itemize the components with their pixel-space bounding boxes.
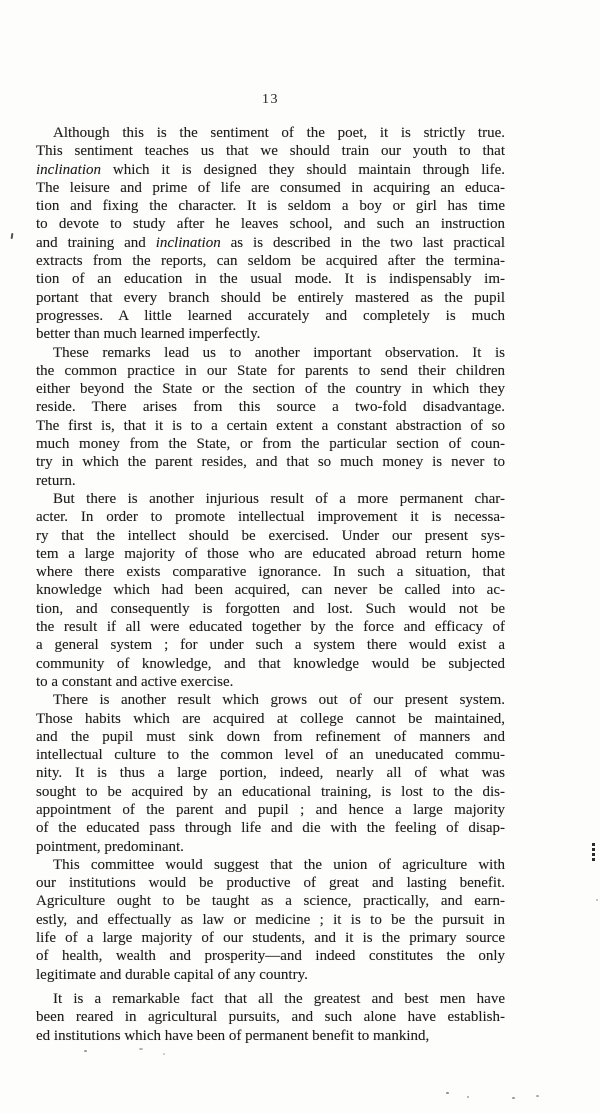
text-line: life of a large majority of our students, and it is the primary source <box>36 930 505 947</box>
text-line: progresses. A little learned accurately and completely is much <box>36 307 505 324</box>
text-line: ry that the intellect should be exercised. Under our present sys- <box>36 527 505 544</box>
ink-speck <box>467 1096 469 1098</box>
ink-speck <box>139 1048 143 1050</box>
scan-mark-right-edge <box>592 843 595 861</box>
ink-speck <box>596 899 598 901</box>
text-line: tion of an education in the usual mode. It is indispensably im- <box>36 271 505 288</box>
text-line: tion, and consequently is forgotten and lost. Such would not be <box>36 600 505 617</box>
text-line: But there is another injurious result of a more permanent char- <box>53 490 505 507</box>
text-line: tion and fixing the character. It is seldom a boy or girl has time <box>36 198 505 215</box>
text-line: This committee would suggest that the union of agriculture with <box>53 856 505 873</box>
text-line: a general system ; for under such a system there would exist a <box>36 637 505 654</box>
text-line: the result if all were educated together by the force and efficacy of <box>36 619 505 636</box>
text-line: This sentiment teaches us that we should train our youth to that <box>36 143 505 160</box>
scan-mark-left-margin <box>11 233 14 239</box>
text-line: inclination which it is designed they should maintain through life. <box>36 161 505 178</box>
text-line: and training and inclination as is described in the two last practical <box>36 234 505 251</box>
ink-speck <box>446 1092 449 1094</box>
text-line: legitimate and durable capital of any country. <box>36 966 308 983</box>
text-line: appointment of the parent and pupil ; and hence a large majority <box>36 801 505 818</box>
text-line: either beyond the State or the section of the country in which they <box>36 381 505 398</box>
text-line: the common practice in our State for parents to send their children <box>36 362 505 379</box>
text-line: knowledge which had been acquired, can never be called into ac- <box>36 582 505 599</box>
ink-speck <box>512 1097 515 1099</box>
paragraph <box>36 691 505 856</box>
paragraph <box>36 344 505 490</box>
text-line: our institutions would be productive of great and lasting benefit. <box>36 875 505 892</box>
text-line: extracts from the reports, can seldom be acquired after the termina- <box>36 253 505 270</box>
page-number: 13 <box>262 92 279 107</box>
text-line: acter. In order to promote intellectual improvement it is necessa- <box>36 509 505 526</box>
text-line: sought to be acquired by an educational training, is lost to the dis- <box>36 783 505 800</box>
text-line: reside. There arises from this source a two-fold disadvantage. <box>36 399 505 416</box>
ink-speck <box>163 1053 165 1055</box>
text-line: There is another result which grows out of our present system. <box>53 692 505 709</box>
text-line: Agriculture ought to be taught as a science, practically, and earn- <box>36 893 505 910</box>
text-line: The leisure and prime of life are consumed in acquiring an educa- <box>36 179 505 196</box>
text-line: intellectual culture to the common level of an uneducated commu- <box>36 747 505 764</box>
text-line: of the educated pass through life and die with the feeling of disap- <box>36 820 505 837</box>
text-line: been reared in agricultural pursuits, and such alone have establish- <box>36 1009 505 1026</box>
text-line: estly, and effectually as law or medicine ; it is to be the pursuit in <box>36 911 505 928</box>
text-line: return. <box>36 472 76 489</box>
text-line: These remarks lead us to another important observation. It is <box>53 344 505 361</box>
ink-speck <box>84 1050 87 1052</box>
text-line: where there exists comparative ignorance. In such a situation, that <box>36 564 505 581</box>
text-line: of health, wealth and prosperity—and indeed constitutes the only <box>36 948 505 965</box>
text-line: much money from the State, or from the particular section of coun- <box>36 436 505 453</box>
text-line: Those habits which are acquired at college cannot be maintained, <box>36 710 505 727</box>
text-line: to devote to study after he leaves school, and such an instruction <box>36 216 505 233</box>
text-line: ed institutions which have been of permanent benefit to mankind, <box>36 1027 430 1044</box>
text-line: better than much learned imperfectly. <box>36 326 261 343</box>
ink-speck <box>536 1095 539 1097</box>
text-line: It is a remarkable fact that all the greatest and best men have <box>53 990 505 1007</box>
text-line: nity. It is thus a large portion, indeed, nearly all of what was <box>36 765 505 782</box>
text-line: The first is, that it is to a certain extent a constant abstraction of so <box>36 417 505 434</box>
page-paragraphs <box>36 124 505 1045</box>
text-line: community of knowledge, and that knowledge would be subjected <box>36 655 505 672</box>
text-line: portant that every branch should be entirely mastered as the pupil <box>36 289 505 306</box>
paragraph <box>36 990 505 1045</box>
text-line: pointment, predominant. <box>36 838 184 855</box>
paragraph <box>36 490 505 691</box>
paragraph <box>36 124 505 344</box>
text-line: Although this is the sentiment of the poet, it is strictly true. <box>53 125 505 141</box>
paragraph <box>36 856 505 984</box>
text-line: try in which the parent resides, and that so much money is never to <box>36 454 505 471</box>
text-line: tem a large majority of those who are educated abroad return home <box>36 545 505 562</box>
text-line: to a constant and active exercise. <box>36 673 234 690</box>
text-line: and the pupil must sink down from refinement of manners and <box>36 728 505 745</box>
